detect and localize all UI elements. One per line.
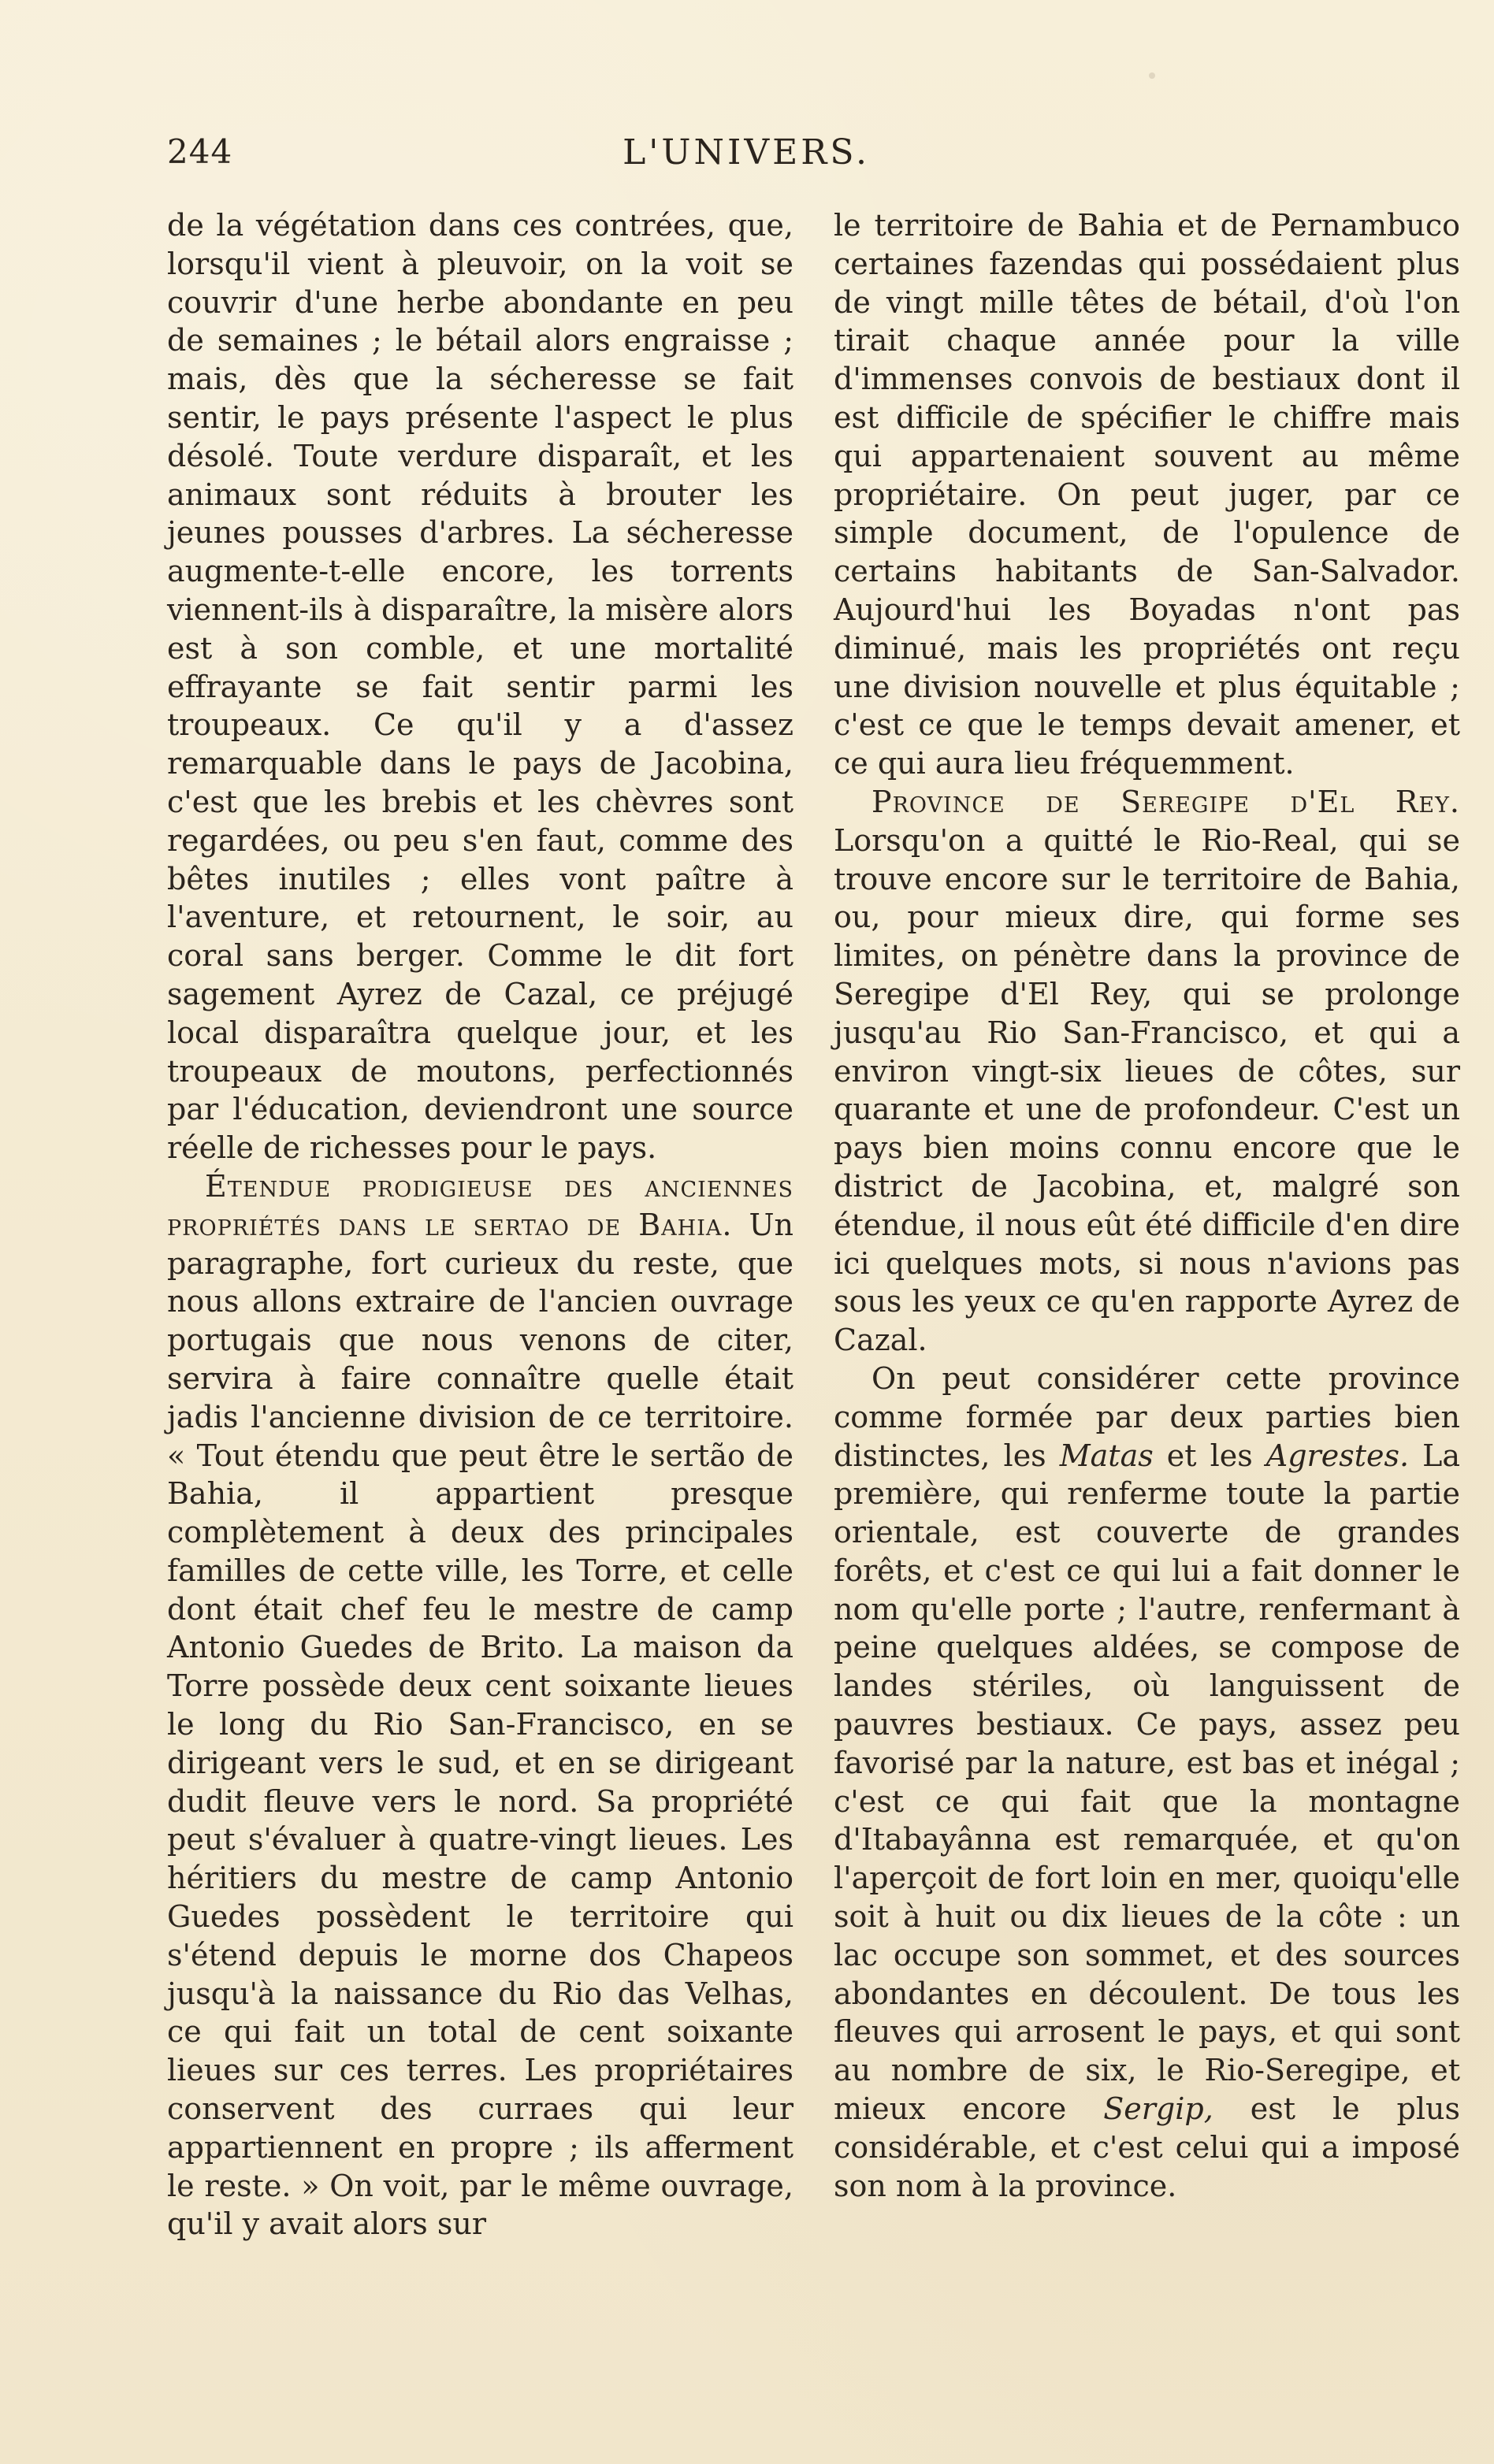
right-paragraph-3-tail: est le plus considérable, et c'est celui qui a imposé son nom à la province. [834, 2091, 1460, 2203]
right-paragraph-1: le territoire de Bahia et de Pernambuco certaines fazendas qui possédaient plus de vingt mille têtes de bétail, d'où l'on tirait chaque année pour la ville d'immenses convois de bestiaux dont il est difficile de spécifier le chiffre mais qui appartenaient souvent au même propriétaire. On peut juger, par ce simple document, de l'opulence de certains habitants de San-Salvador. Aujourd'hui les Boyadas n'ont pas diminué, mais les propriétés ont reçu une division nouvelle et plus équitable ; c'est ce que le temps devait amener, et ce qui aura lieu fréquemment. [834, 208, 1460, 781]
right-column [834, 206, 1460, 2205]
left-section-heading: Étendue prodigieuse des anciennes propriétés dans le sertao de Bahia. [167, 1168, 793, 1242]
left-column [167, 206, 793, 2243]
left-paragraph-2-text: Un paragraphe, fort curieux du reste, que nous allons extraire de l'ancien ouvrage portugais que nous venons de citer, servira à faire connaître quelle était jadis l'ancienne division de ce territoire. « Tout étendu que peut être le sertão de Bahia, il appartient presque complètement à deux des principales familles de cette ville, les Torre, et celle dont était chef feu le mestre de camp Antonio Guedes de Brito. La maison da Torre possède deux cent soixante lieues le long du Rio San-Francisco, en se dirigeant vers le sud, et en se dirigeant dudit fleuve vers le nord. Sa propriété peut s'évaluer à quatre-vingt lieues. Les héritiers du mestre de camp Antonio Guedes possèdent le territoire qui s'étend depuis le morne dos Chapeos jusqu'à la naissance du Rio das Velhas, ce qui fait un total de cent soixante lieues sur ces terres. Les propriétaires conservent des curraes qui leur appartiennent en propre ; ils afferment le reste. » On voit, par le même ouvrage, qu'il y avait alors sur [167, 1207, 793, 2242]
right-paragraph-3-end: La première, qui renferme toute la partie orientale, est couverte de grandes forêts, et c'est ce qui lui a fait donner le nom qu'elle porte ; l'autre, renfermant à peine quelques aldées, se compose de landes stériles, où languissent de pauvres bestiaux. Ce pays, assez peu favorisé par la nature, est bas et inégal ; c'est ce qui fait que la montagne d'Itabayânna est remarquée, et qu'on l'aperçoit de fort loin en mer, quoiqu'elle soit à huit ou dix lieues de la côte : un lac occupe son sommet, et des sources abondantes en découlent. De tous les fleuves qui arrosent le pays, et qui sont au nombre de six, le Rio-Seregipe, et mieux encore [834, 1438, 1460, 2127]
right-paragraph-3 [834, 1360, 1460, 2206]
page-title: L'UNIVERS. [622, 132, 870, 173]
connector-et-les: et les [1166, 1438, 1253, 1473]
term-sergip: Sergip, [1103, 2091, 1213, 2127]
left-paragraph-1: de la végétation dans ces contrées, que, lorsqu'il vient à pleuvoir, on la voit se couvrir d'une herbe abondante en peu de semaines ; le bétail alors engraisse ; mais, dès que la sécheresse se fait sentir, le pays présente l'aspect le plus désolé. Toute verdure disparaît, et les animaux sont réduits à brouter les jeunes pousses d'arbres. La sécheresse augmente-t-elle encore, les torrents viennent-ils à disparaître, la misère alors est à son comble, et une mortalité effrayante se fait sentir parmi les troupeaux. Ce qu'il y a d'assez remarquable dans le pays de Jacobina, c'est que les brebis et les chèvres sont regardées, ou peu s'en faut, comme des bêtes inutiles ; elles vont paître à l'aventure, et retournent, le soir, au coral sans berger. Comme le dit fort sagement Ayrez de Cazal, ce préjugé local disparaîtra quelque jour, et les troupeaux de moutons, perfectionnés par l'éducation, deviendront une source réelle de richesses pour le pays. [167, 208, 793, 1166]
term-agrestes: Agrestes. [1265, 1438, 1410, 1473]
right-paragraph-2-text: Lorsqu'on a quitté le Rio-Real, qui se trouve encore sur le territoire de Bahia, ou, pour mieux dire, qui forme ses limites, on pénètre dans la province de Seregipe d'El Rey, qui se prolonge jusqu'au Rio San-Francisco, et qui a environ vingt-six lieues de côtes, sur quarante et une de profondeur. C'est un pays bien moins connu encore que le district de Jacobina, et, malgré son étendue, il nous eût été difficile d'en dire ici quelques mots, si nous n'avions pas sous les yeux ce qu'en rapporte Ayrez de Cazal. [834, 822, 1460, 1358]
running-head [167, 132, 1325, 175]
left-paragraph-2 [167, 1167, 793, 2243]
page-number: 244 [167, 132, 233, 171]
term-matas: Matas [1059, 1438, 1154, 1473]
right-paragraph-2 [834, 783, 1460, 1360]
paper-speck [1149, 72, 1155, 79]
right-paragraph-3-start: On peut considérer cette province comme formée par deux parties bien distinctes, les [834, 1360, 1460, 1473]
right-section-heading: Province de Seregipe d'El Rey. [872, 784, 1460, 819]
